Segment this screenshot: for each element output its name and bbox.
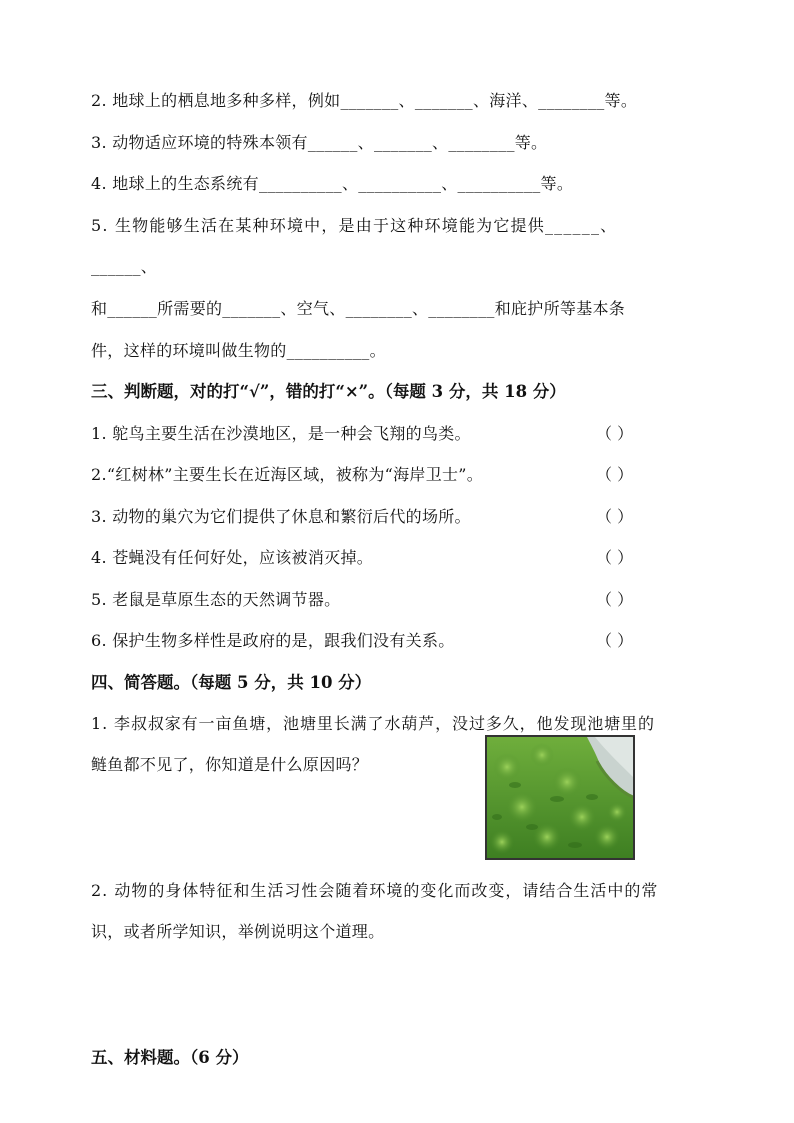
section-4-heading: 四、简答题。（每题 5 分，共 10 分） <box>91 673 372 692</box>
short-answer-q1-line2: 鲢鱼都不见了，你知道是什么原因吗？ <box>91 755 369 774</box>
fill-blank-q4: 4. 地球上的生态系统有__________、__________、__________等。 <box>91 174 574 193</box>
judge-answer-box-6[interactable]: （ ） <box>596 631 634 650</box>
short-answer-q1-line1: 1. 李叔叔家有一亩鱼塘，池塘里长满了水葫芦，没过多久，他发现池塘里的 <box>91 714 655 733</box>
judge-item-1: 1. 鸵鸟主要生活在沙漠地区，是一种会飞翔的鸟类。 <box>91 424 471 443</box>
judge-item-2: 2.“红树林”主要生长在近海区域，被称为“海岸卫士”。 <box>91 465 484 484</box>
water-hyacinth-pond-photo <box>485 735 635 860</box>
judge-answer-box-2[interactable]: （ ） <box>596 465 634 484</box>
judge-answer-box-1[interactable]: （ ） <box>596 424 634 443</box>
fill-blank-q3: 3. 动物适应环境的特殊本领有______、_______、________等。 <box>91 133 548 152</box>
section-5-heading: 五、材料题。（6 分） <box>91 1048 249 1067</box>
judge-answer-box-5[interactable]: （ ） <box>596 590 634 609</box>
fill-blank-q2: 2. 地球上的栖息地多种多样，例如_______、_______、海洋、________等。 <box>91 91 638 110</box>
short-answer-q2-line2: 识，或者所学知识，举例说明这个道理。 <box>91 922 385 941</box>
judge-item-5: 5. 老鼠是草原生态的天然调节器。 <box>91 590 341 609</box>
fill-blank-q5-line4: 件，这样的环境叫做生物的__________。 <box>91 341 386 360</box>
judge-item-3: 3. 动物的巢穴为它们提供了休息和繁衍后代的场所。 <box>91 507 471 526</box>
judge-answer-box-3[interactable]: （ ） <box>596 507 634 526</box>
section-3-heading: 三、判断题，对的打“√”，错的打“×”。（每题 3 分，共 18 分） <box>91 382 566 401</box>
fill-blank-q5-line2: ______、 <box>91 257 158 276</box>
judge-answer-box-4[interactable]: （ ） <box>596 548 634 567</box>
fill-blank-q5-line1: 5. 生物能够生活在某种环境中，是由于这种环境能为它提供______、 <box>91 216 618 235</box>
judge-item-6: 6. 保护生物多样性是政府的是，跟我们没有关系。 <box>91 631 455 650</box>
fill-blank-q5-line3: 和______所需要的_______、空气、________、________和庇护所等基本条 <box>91 299 626 318</box>
short-answer-q2-line1: 2. 动物的身体特征和生活习性会随着环境的变化而改变，请结合生活中的常 <box>91 881 659 900</box>
judge-item-4: 4. 苍蝇没有任何好处，应该被消灭掉。 <box>91 548 374 567</box>
